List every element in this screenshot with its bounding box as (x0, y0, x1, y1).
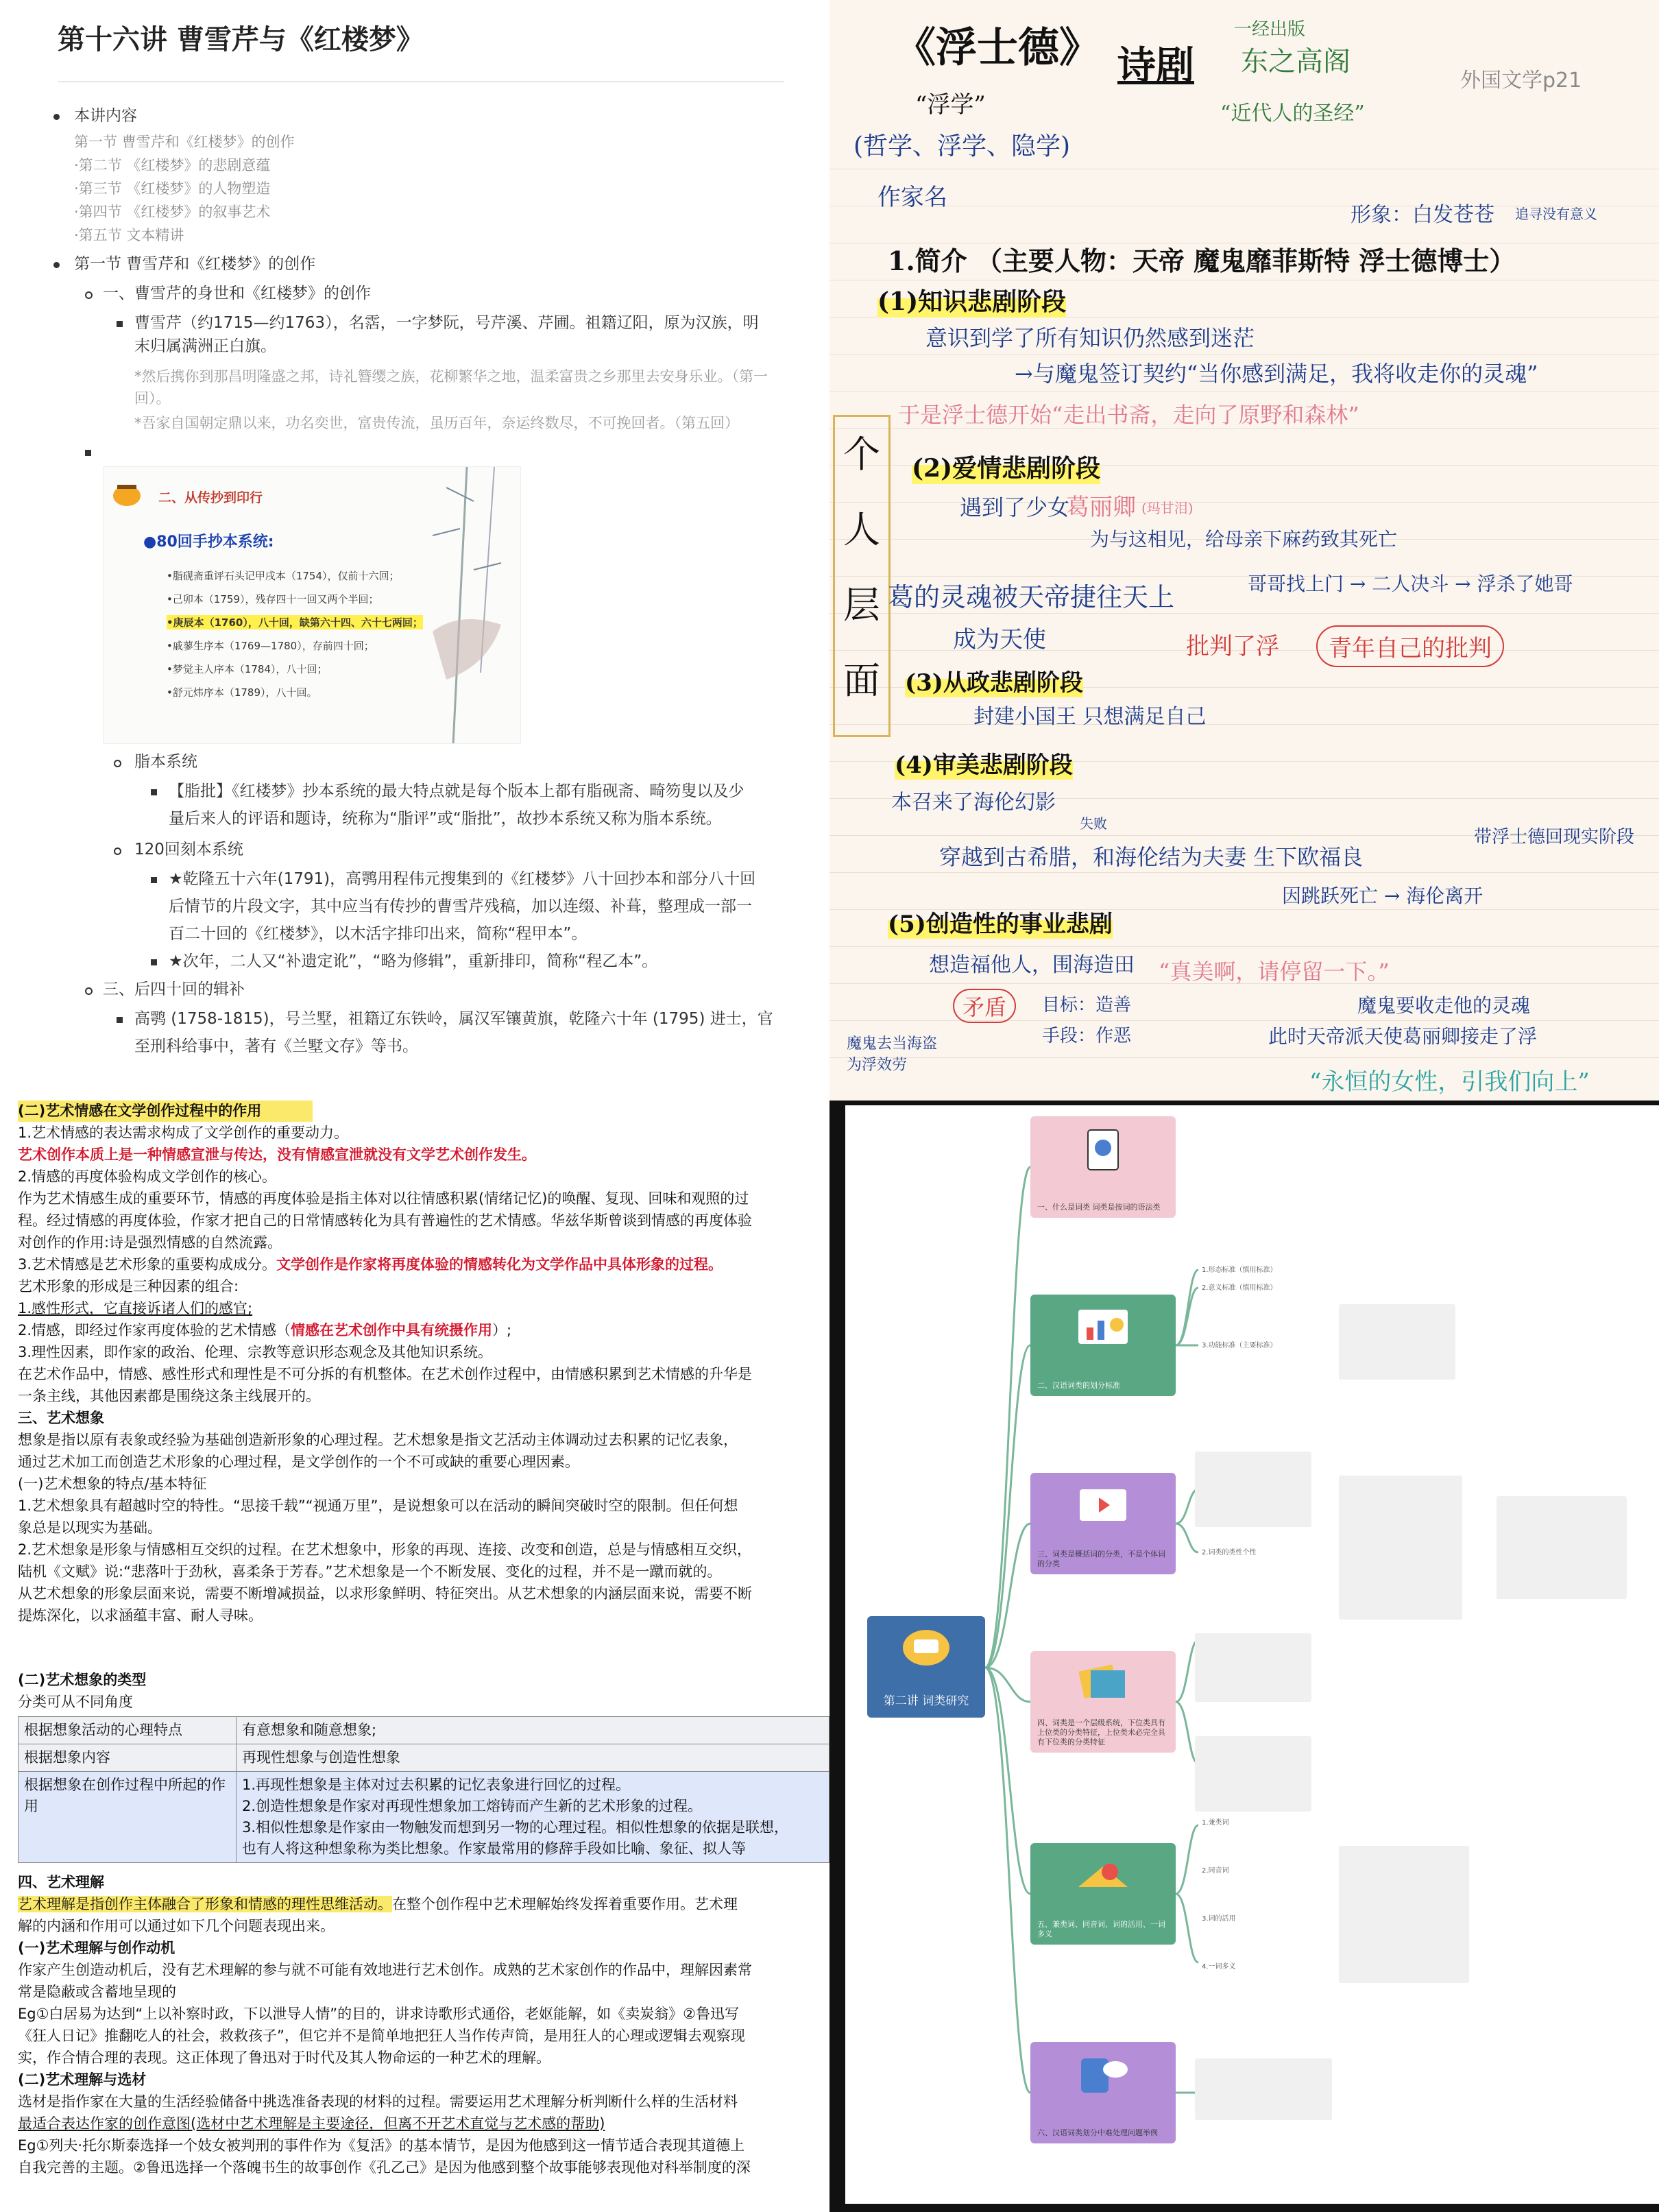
note: 此时天帝派天使葛丽卿接走了浮 (1268, 1025, 1538, 1048)
text-line: 3.艺术情感是艺术形象的重要构成成分。 (18, 1256, 277, 1273)
note-thumbnail[interactable] (1339, 1304, 1455, 1380)
note: 形象：白发苍苍 (1351, 203, 1494, 227)
text-line: 在艺术作品中，情感、感性形式和理性是不可分拆的有机整体。在艺术创作过程中，由情感积累到艺术情感的升华是 (18, 1366, 752, 1382)
note-thumbnail[interactable] (1195, 2058, 1332, 2120)
note: (玛甘泪) (1141, 500, 1194, 516)
text-line: 通过艺术加工而创造艺术形象的心理过程，是文学创作的一个不可或缺的重要心理因素。 (18, 1454, 579, 1470)
mind-map-leaf[interactable]: 3.功能标准（主要标准） (1202, 1342, 1277, 1349)
mind-map-leaf[interactable]: 2.意义标准（慎用标准） (1202, 1284, 1277, 1292)
text-line: 1.艺术想象具有超越时空的特性。“思接千载”“视通万里”，是说想象可以在活动的瞬间突破时空的限制。但任何想 (18, 1498, 738, 1514)
theory-document (0, 1101, 829, 2212)
body-line: 高鹗 (1758-1815)，号兰墅，祖籍辽东铁岭，属汉军镶黄旗，乾隆六十年 (1795) 进士，官 (134, 1010, 773, 1028)
genre-label: 诗剧 (1117, 43, 1194, 88)
note: 手段：作恶 (1042, 1026, 1132, 1046)
quote-line: *然后携你到那昌明隆盛之邦，诗礼簪缨之族，花柳繁华之地，温柔富贵之乡那里去安身乐业。（第一 (134, 368, 768, 385)
table-cell (237, 1772, 829, 1863)
text-line: 实，作合情合理的表现。这正体现了鲁迅对于时代及其人物命运的一种艺术的理解。 (18, 2049, 550, 2066)
note: 穿越到古希腊，和海伦结为夫妻 生下欧福良 (939, 844, 1364, 870)
body-line: 后情节的片段文字，其中应当有传抄的曹雪芹残稿，加以连缀、补葺，整理成一部一 (169, 898, 752, 915)
bullet (53, 114, 60, 120)
manuscript-item: •己卯本（1759），残存四十一回又两个半回； (167, 593, 379, 605)
note: 作家名 (877, 184, 947, 211)
slide-title: 二、从传抄到印行 (158, 490, 263, 505)
text-line: 对创作的作用:诗是强烈情感的自然流露。 (18, 1234, 282, 1251)
page-title: 第十六讲 曹雪芹与《红楼梦》 (58, 24, 424, 56)
bamboo-painting-icon (405, 467, 521, 744)
note: 带浮士德回现实阶段 (1474, 827, 1635, 847)
note: 为与这相见，给母亲下麻药致其死亡 (1090, 528, 1398, 551)
stage-heading: (2)爱情悲剧阶段 (912, 449, 1100, 484)
bio-line: 曹雪芹（约1715—约1763），名霑，一字梦阮，号芹溪、芹圃。祖籍辽阳，原为汉族，明 (134, 314, 759, 332)
quote-line: *吾家自国朝定鼎以来，功名奕世，富贵传流，虽历百年，奈运终数尽，不可挽回者。（第五回） (134, 415, 739, 431)
table-cell-line: 2.创造性想象是作家对再现性想象加工熔铸而产生新的艺术形象的过程。 (242, 1798, 703, 1814)
chart-icon (1071, 1304, 1135, 1352)
note: “真美啊，请停留一下。” (1159, 959, 1390, 985)
note: 魔鬼要收走他的灵魂 (1357, 994, 1531, 1017)
note-thumbnail[interactable] (1339, 1846, 1469, 1983)
bullet (114, 847, 121, 855)
body-line: ★乾隆五十六年(1791)，高鹗用程伟元搜集到的《红楼梦》八十回抄本和部分八十回 (169, 870, 756, 888)
table-cell-line: 也有人将这种想象称为类比想象。作家最常用的修辞手段如比喻、象征、拟人等 (242, 1840, 746, 1857)
body-line: 量后来人的评语和题诗，统称为“脂评”或“脂批”，故抄本系统又称为脂本系统。 (169, 810, 722, 828)
mind-map-leaf[interactable]: 2.词类的类性个性 (1202, 1549, 1257, 1556)
slide-image (103, 466, 521, 744)
text-line: 《狂人日记》推翻吃人的社会，救救孩子”，但它并不是简单地把狂人当作传声筒，是用狂人的心理或逻辑去观察现 (18, 2028, 745, 2044)
video-icon (1071, 1482, 1135, 1530)
note: 青年自己的批判 (1316, 625, 1504, 667)
table-cell-line: 1.再现性想象是主体对过去积累的记忆表象进行回忆的过程。 (242, 1777, 631, 1793)
section-heading: 四、艺术理解 (18, 1874, 104, 1890)
documents-icon (1071, 1658, 1135, 1706)
clipboard-icon (1076, 1126, 1130, 1174)
note-thumbnail[interactable] (1195, 1633, 1311, 1702)
text-line: 作为艺术情感生成的重要环节，情感的再度体验是指主体对以往情感积累(情绪记忆)的唤醒、复现、回味和观照的过 (18, 1190, 749, 1207)
text-line: 解的内涵和作用可以通过如下几个问题表现出来。 (18, 1918, 335, 1934)
section-heading[interactable]: 第一节 曹雪芹和《红楼梦》的创作 (74, 255, 316, 273)
text-line: 情感在艺术创作中具有统摄作用 (291, 1322, 493, 1338)
text-line: 作家产生创造动机后，没有艺术理解的参与就不可能有效地进行艺术创作。成熟的艺术家创作的作品中，理解因素常 (18, 1962, 752, 1978)
stage-heading: (3)从政悲剧阶段 (905, 664, 1083, 697)
bullet (85, 291, 93, 299)
bullet (114, 760, 121, 767)
slide-heading: ●80回手抄本系统: (143, 533, 274, 551)
note: 哥哥找上门 → 二人决斗 → 浮杀了她哥 (1248, 573, 1573, 595)
section-link[interactable]: ·第五节 文本精讲 (74, 227, 184, 243)
section-heading: 三、艺术想象 (18, 1410, 104, 1426)
subheading: (一)艺术理解与创作动机 (18, 1940, 175, 1956)
manuscript-item: •脂砚斋重评石头记甲戌本（1754），仅前十六回； (167, 570, 400, 582)
note: 一经出版 (1234, 19, 1306, 40)
mind-map-node[interactable]: 二、汉语词类的划分标准 (1030, 1295, 1176, 1396)
manuscript-item: •庚辰本（1760），八十回，缺第六十四、六十七两回； (167, 616, 423, 629)
bullet (151, 789, 157, 795)
text-line: 2.情感，即经过作家再度体验的艺术情感（ (18, 1322, 291, 1338)
subheading: (二)艺术理解与选材 (18, 2071, 147, 2088)
mind-map-node[interactable]: 一、什么是词类 词类是按词的语法类 (1030, 1116, 1176, 1218)
text-line: 分类可从不同角度 (18, 1694, 133, 1710)
note: 目标：造善 (1042, 995, 1132, 1015)
mind-map-node[interactable]: 四、词类是一个层级系统，下位类具有上位类的分类特征，上位类未必完全具有下位类的分类特征 (1030, 1651, 1176, 1753)
text-line: 最适合表达作家的创作意图(选材中艺术理解是主要途径，但离不开艺术直觉与艺术感的帮助) (18, 2115, 605, 2132)
mind-map-node[interactable]: 三、词类是概括词的分类，不是个体词的分类 (1030, 1473, 1176, 1574)
section-link[interactable]: ·第三节 《红楼梦》的人物塑造 (74, 180, 271, 197)
text-line: 陆机《文赋》说:“悲落叶于劲秋，喜柔条于芳春。”艺术想象是一个不断发展、变化的过程，并不是一蹴而就的。 (18, 1563, 722, 1580)
note: 魔鬼去当海盗 为浮效劳 (847, 1035, 938, 1074)
notes-title: 《浮士德》 (895, 24, 1100, 72)
outline-document (0, 0, 829, 1101)
text-line: ）; (492, 1322, 512, 1338)
text-line: 2.情感的再度体验构成文学创作的核心。 (18, 1168, 277, 1185)
note: 意识到学了所有知识仍然感到迷茫 (925, 325, 1255, 351)
mind-map-leaf[interactable]: 2.同音词 (1202, 1867, 1229, 1875)
handwritten-notes (829, 0, 1659, 1101)
section-link[interactable]: 第一节 曹雪芹和《红楼梦》的创作 (74, 134, 295, 150)
text-line: 2.艺术想象是形象与情感相互交织的过程。在艺术想象中，形象的再现、连接、改变和创造，总是与情感相互交织， (18, 1541, 752, 1558)
subsection-heading[interactable]: 脂本系统 (134, 753, 197, 771)
subheading: (二)艺术想象的类型 (18, 1672, 147, 1688)
text-line: 象总是以现实为基础。 (18, 1519, 162, 1536)
bio-line: 末归属满洲正白旗。 (134, 337, 276, 355)
note: 遇到了少女 (960, 494, 1070, 520)
chat-icon (1071, 2052, 1135, 2100)
body-line: 至刑科给事中，著有《兰墅文存》等书。 (134, 1037, 418, 1055)
bullet (85, 987, 93, 995)
note: 失败 (1080, 815, 1107, 832)
section-link[interactable]: ·第四节 《红楼梦》的叙事艺术 (74, 204, 271, 220)
text-line: 艺术创作本质上是一种情感宣泄与传达，没有情感宣泄就没有文学艺术创作发生。 (18, 1146, 536, 1163)
body-line: 【脂批】《红楼梦》抄本系统的最大特点就是每个版本上都有脂砚斋、畸笏叟以及少 (169, 782, 744, 800)
stage-heading: (4)审美悲剧阶段 (895, 746, 1073, 780)
note: 成为天使 (953, 626, 1046, 653)
map-pin-icon (1071, 1853, 1135, 1901)
bullet (117, 321, 123, 327)
text-line: 1.感性形式，它直接诉诸人们的感官; (18, 1300, 253, 1317)
note: 矛盾 (953, 989, 1016, 1023)
text-line: Eg①白居易为达到“上以补察时政，下以泄导人情”的目的，讲求诗歌形式通俗，老妪能解，如《卖炭翁》②鲁迅写 (18, 2006, 740, 2022)
divider (58, 81, 784, 82)
section-link[interactable]: ·第二节 《红楼梦》的悲剧意蕴 (74, 157, 271, 173)
body-line: 百二十回的《红楼梦》，以木活字排印出来，简称“程甲本”。 (169, 925, 588, 943)
bullet (85, 450, 91, 456)
note-thumbnail[interactable] (1195, 1736, 1311, 1812)
text-line: 从艺术想象的形象层面来说，需要不断增减损益，以求形象鲜明、特征突出。从艺术想象的内涵层面来说，需要不断 (18, 1585, 752, 1602)
note: 葛的灵魂被天帝捷往天上 (888, 582, 1175, 612)
text-line: 艺术形象的形成是三种因素的组合: (18, 1278, 239, 1295)
table-cell-line: 3.相似性想象是作家由一物触发而想到另一物的心理过程。相似性想象的依据是联想， (242, 1819, 789, 1836)
note-thumbnail[interactable] (1497, 1496, 1627, 1599)
note: 封建小国王 只想满足自己 (973, 705, 1207, 729)
text-line: 想象是指以原有表象或经验为基础创造新形象的心理过程。艺术想象是指文艺活动主体调动过去积累的记忆表象， (18, 1432, 738, 1448)
text-line: Eg①列夫·托尔斯泰选择一个妓女被判刑的事件作为《复活》的基本情节，是因为他感到这一情节适合表现其道德上 (18, 2137, 745, 2154)
manuscript-item: •舒元炜序本（1789），八十回。 (167, 686, 317, 699)
intro-heading: 1.简介 （主要人物：天帝 魔鬼靡菲斯特 浮士德博士） (888, 245, 1516, 276)
bullet (151, 959, 157, 965)
note: 追寻没有意义 (1515, 206, 1597, 222)
mind-map-leaf[interactable]: 1.形态标准（慎用标准） (1202, 1266, 1277, 1274)
mind-map-root[interactable]: 第二讲 词类研究 (867, 1616, 985, 1718)
note: “浮学” (915, 91, 986, 119)
note: 于是浮士德开始“走出书斋，走向了原野和森林” (898, 402, 1359, 428)
text-line: 艺术理解是指创作主体融合了形象和情感的理性思维活动。 (18, 1896, 392, 1912)
quote-line: 回）。 (134, 390, 171, 407)
note: 因跳跃死亡 → 海伦离开 (1282, 885, 1484, 907)
subheading: (二)艺术情感在文学创作过程中的作用 (18, 1101, 313, 1122)
mind-map-leaf[interactable]: 4.一词多义 (1202, 1963, 1236, 1971)
mind-map-node[interactable]: 六、汉语词类划分中难处理问题举例 (1030, 2042, 1176, 2143)
subsection-heading[interactable]: 120回刻本系统 (134, 841, 243, 858)
note: “近代人的圣经” (1220, 101, 1365, 125)
note: →与魔鬼签订契约“当你感到满足，我将收走你的灵魂” (1015, 361, 1538, 387)
lecture-heading[interactable]: 本讲内容 (74, 107, 137, 125)
note-thumbnail[interactable] (1195, 1452, 1311, 1527)
text-line: (一)艺术想象的特点/基本特征 (18, 1476, 207, 1492)
text-line: 提炼深化，以求涵蕴丰富、耐人寻味。 (18, 1607, 263, 1624)
idea-icon (900, 1626, 952, 1670)
part-heading[interactable]: 一、曹雪芹的身世和《红楼梦》的创作 (103, 285, 371, 302)
mind-map-leaf[interactable]: 1.兼类词 (1202, 1819, 1229, 1827)
text-line: 3.理性因素，即作家的政治、伦理、宗教等意识形态观念及其他知识系统。 (18, 1344, 493, 1360)
manuscript-item: •戚蓼生序本（1769—1780），存前四十回； (167, 640, 374, 652)
text-line: 选材是指作家在大量的生活经验储备中挑选准备表现的材料的过程。需要运用艺术理解分析判断什么样的生活材料 (18, 2093, 738, 2110)
note: 想造福他人，围海造田 (929, 953, 1135, 977)
page-reference: 外国文学p21 (1460, 69, 1582, 93)
book-icon (110, 479, 143, 509)
note: (哲学、浮学、隐学) (853, 132, 1071, 160)
side-box: 个 人 层 面 (833, 415, 891, 737)
bullet (117, 1017, 123, 1023)
mind-map-node[interactable]: 五、兼类词、同音词、词的活用、一词多义 (1030, 1843, 1176, 1945)
stage-heading: (1)知识悲剧阶段 (877, 282, 1066, 317)
note: “永恒的女性，引我们向上” (1309, 1068, 1590, 1096)
note: 东之高阁 (1241, 46, 1351, 77)
manuscript-item: •梦觉主人序本（1784），八十回； (167, 663, 328, 675)
mind-map-leaf[interactable]: 3.词的活用 (1202, 1915, 1236, 1923)
text-line: 自我完善的主题。②鲁迅选择一个落魄书生的故事创作《孔乙己》是因为他感到整个故事能够表现他对科举制度的深 (18, 2159, 751, 2176)
body-line: ★次年，二人又“补遗定讹”，“略为修辑”，重新排印，简称“程乙本”。 (169, 952, 658, 970)
imagination-type-table: 根据想象活动的心理特点 有意想象和随意想象; 根据想象内容 再现性想象与创造性想象 根据想象在创作过程中所起的作用 1.再现性想象是主体对过去积累的记忆表象进行回忆的过程。 2.创造性想象是作家对再现性想象加工熔铸而产生新的艺术形象的过程。 3.相似性想象是作家由一物触发而想到另一物的心理过程。相似性想象的依据是联想， 也有人将这种想象称为类比想象。作家最常用的修辞手段如比喻、象征、拟人等 (18, 1716, 829, 1863)
note: 批判了浮 (1186, 633, 1279, 660)
part-heading[interactable]: 三、后四十回的辑补 (103, 981, 245, 998)
note: 葛丽卿 (1066, 494, 1136, 521)
mind-map (845, 1105, 1659, 2204)
bullet (53, 262, 60, 268)
text-line: 文学创作是作家将再度体验的情感转化为文学作品中具体形象的过程。 (276, 1256, 723, 1273)
text-line: 在整个创作程中艺术理解始终发挥着重要作用。艺术理 (392, 1896, 738, 1912)
note-thumbnail[interactable] (1339, 1476, 1462, 1620)
bullet (151, 877, 157, 883)
text-line: 1.艺术情感的表达需求构成了文学创作的重要动力。 (18, 1125, 349, 1141)
text-line: 一条主线，其他因素都是围绕这条主线展开的。 (18, 1388, 320, 1404)
text-line: 程。经过情感的再度体验，作家才把自己的日常情感转化为具有普遍性的艺术情感。华兹华斯曾谈到情感的再度体验 (18, 1212, 752, 1229)
text-line: 常是隐蔽或含蓄地呈现的 (18, 1984, 176, 2000)
note: 本召来了海伦幻影 (891, 791, 1056, 815)
stage-heading: (5)创造性的事业悲剧 (888, 905, 1113, 939)
